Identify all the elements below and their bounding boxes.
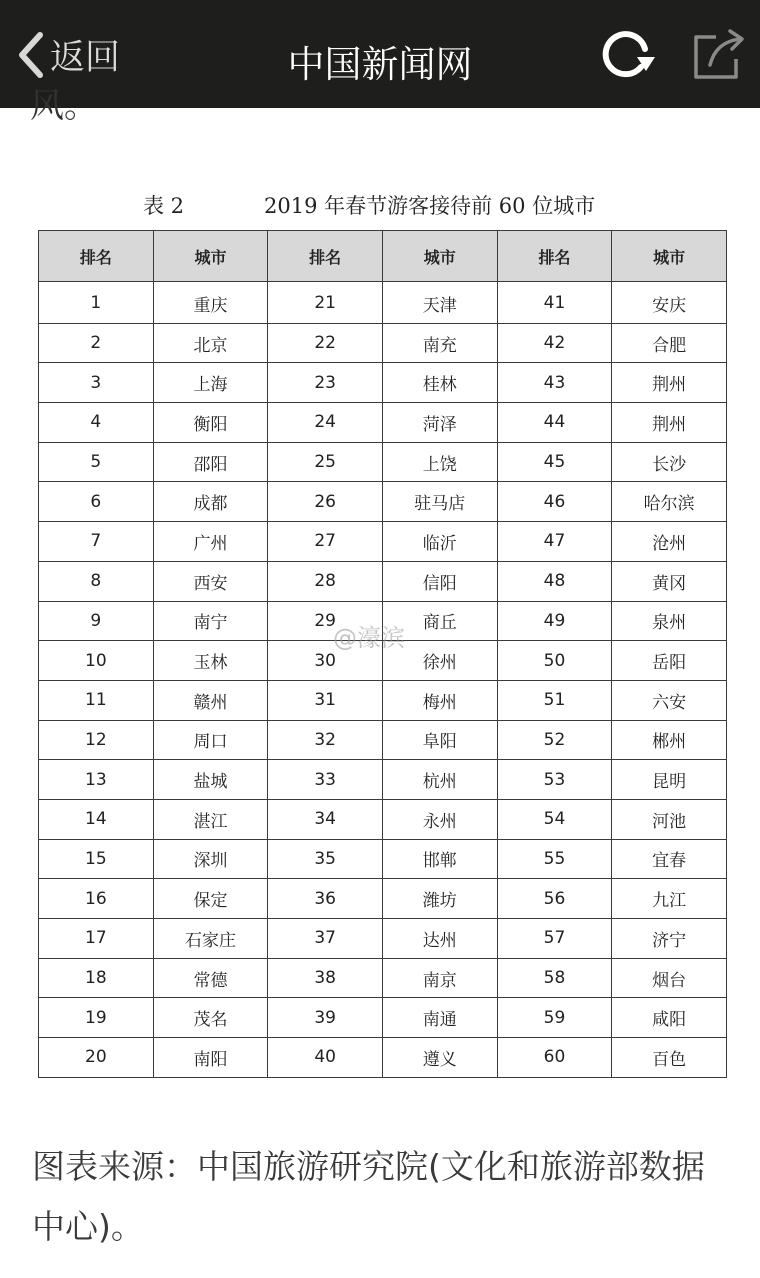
rank-cell: 43 bbox=[497, 363, 612, 403]
rank-cell: 37 bbox=[268, 919, 383, 959]
chevron-left-icon bbox=[14, 31, 48, 79]
rank-cell: 23 bbox=[268, 363, 383, 403]
city-cell: 石家庄 bbox=[153, 919, 268, 959]
rank-cell: 55 bbox=[497, 839, 612, 879]
city-cell: 哈尔滨 bbox=[612, 482, 727, 522]
table-row bbox=[39, 323, 727, 363]
city-cell: 荆州 bbox=[612, 403, 727, 443]
rank-cell: 1 bbox=[39, 282, 154, 324]
table-row bbox=[39, 760, 727, 800]
rank-cell: 27 bbox=[268, 522, 383, 562]
table-row bbox=[39, 442, 727, 482]
city-cell: 邯郸 bbox=[382, 839, 497, 879]
city-cell: 重庆 bbox=[153, 282, 268, 324]
rank-cell: 58 bbox=[497, 958, 612, 998]
city-cell: 桂林 bbox=[382, 363, 497, 403]
article-content bbox=[0, 86, 760, 1278]
city-cell: 常德 bbox=[153, 958, 268, 998]
table-row bbox=[39, 601, 727, 641]
city-cell: 咸阳 bbox=[612, 998, 727, 1038]
table-row bbox=[39, 1038, 727, 1078]
city-cell: 梅州 bbox=[382, 680, 497, 720]
rank-cell: 4 bbox=[39, 403, 154, 443]
watermark: @濠滨 bbox=[333, 624, 405, 652]
rank-cell: 48 bbox=[497, 561, 612, 601]
rank-cell: 47 bbox=[497, 522, 612, 562]
city-cell: 玉林 bbox=[153, 641, 268, 681]
city-cell: 合肥 bbox=[612, 323, 727, 363]
city-cell: 茂名 bbox=[153, 998, 268, 1038]
city-cell: 阜阳 bbox=[382, 720, 497, 760]
table-row bbox=[39, 482, 727, 522]
city-cell: 九江 bbox=[612, 879, 727, 919]
table-row bbox=[39, 561, 727, 601]
rank-cell: 53 bbox=[497, 760, 612, 800]
table-row bbox=[39, 998, 727, 1038]
city-cell: 杭州 bbox=[382, 760, 497, 800]
city-cell: 湛江 bbox=[153, 799, 268, 839]
rank-cell: 49 bbox=[497, 601, 612, 641]
rank-cell: 56 bbox=[497, 879, 612, 919]
city-cell: 济宁 bbox=[612, 919, 727, 959]
table-caption bbox=[0, 190, 760, 220]
city-cell: 沧州 bbox=[612, 522, 727, 562]
rank-cell: 20 bbox=[39, 1038, 154, 1078]
city-cell: 岳阳 bbox=[612, 641, 727, 681]
rank-cell: 17 bbox=[39, 919, 154, 959]
city-cell: 泉州 bbox=[612, 601, 727, 641]
top-navbar bbox=[0, 0, 760, 108]
rank-cell: 40 bbox=[268, 1038, 383, 1078]
rank-cell: 28 bbox=[268, 561, 383, 601]
rank-cell: 46 bbox=[497, 482, 612, 522]
refresh-icon bbox=[593, 27, 657, 83]
city-cell: 潍坊 bbox=[382, 879, 497, 919]
rank-cell: 3 bbox=[39, 363, 154, 403]
source-note: 图表来源：中国旅游研究院(文化和旅游部数据中心)。 bbox=[32, 1147, 705, 1246]
table-row bbox=[39, 680, 727, 720]
city-cell: 南阳 bbox=[153, 1038, 268, 1078]
column-header-rank: 排名 bbox=[39, 231, 154, 282]
refresh-button[interactable] bbox=[593, 27, 657, 83]
city-cell: 南京 bbox=[382, 958, 497, 998]
table-row bbox=[39, 522, 727, 562]
table-row bbox=[39, 958, 727, 998]
table-row bbox=[39, 919, 727, 959]
rank-cell: 59 bbox=[497, 998, 612, 1038]
back-label: 返回 bbox=[50, 38, 121, 78]
column-header-city: 城市 bbox=[612, 231, 727, 282]
rank-cell: 11 bbox=[39, 680, 154, 720]
page-title: 中国新闻网 bbox=[287, 43, 473, 86]
back-button[interactable] bbox=[14, 30, 120, 80]
city-cell: 驻马店 bbox=[382, 482, 497, 522]
share-icon bbox=[688, 27, 748, 83]
share-button[interactable] bbox=[688, 27, 748, 83]
city-cell: 永州 bbox=[382, 799, 497, 839]
city-cell: 北京 bbox=[153, 323, 268, 363]
city-cell: 成都 bbox=[153, 482, 268, 522]
table-row bbox=[39, 799, 727, 839]
rank-cell: 39 bbox=[268, 998, 383, 1038]
rank-cell: 44 bbox=[497, 403, 612, 443]
rank-cell: 35 bbox=[268, 839, 383, 879]
rank-cell: 30 bbox=[268, 641, 383, 681]
rank-cell: 18 bbox=[39, 958, 154, 998]
city-cell: 徐州 bbox=[382, 641, 497, 681]
table-row bbox=[39, 282, 727, 324]
city-cell: 郴州 bbox=[612, 720, 727, 760]
rank-cell: 14 bbox=[39, 799, 154, 839]
city-cell: 邵阳 bbox=[153, 442, 268, 482]
column-header-city: 城市 bbox=[382, 231, 497, 282]
rank-cell: 29 bbox=[268, 601, 383, 641]
rank-cell: 12 bbox=[39, 720, 154, 760]
city-cell: 广州 bbox=[153, 522, 268, 562]
city-cell: 达州 bbox=[382, 919, 497, 959]
city-cell: 西安 bbox=[153, 561, 268, 601]
city-cell: 天津 bbox=[382, 282, 497, 324]
table-row bbox=[39, 879, 727, 919]
table-caption-label: 表 2 bbox=[143, 194, 185, 218]
rank-cell: 8 bbox=[39, 561, 154, 601]
rank-cell: 19 bbox=[39, 998, 154, 1038]
rank-cell: 16 bbox=[39, 879, 154, 919]
city-cell: 南充 bbox=[382, 323, 497, 363]
rank-cell: 5 bbox=[39, 442, 154, 482]
rank-cell: 15 bbox=[39, 839, 154, 879]
city-cell: 黄冈 bbox=[612, 561, 727, 601]
city-cell: 长沙 bbox=[612, 442, 727, 482]
table-row bbox=[39, 403, 727, 443]
rank-cell: 42 bbox=[497, 323, 612, 363]
rank-cell: 10 bbox=[39, 641, 154, 681]
rank-cell: 24 bbox=[268, 403, 383, 443]
rank-cell: 36 bbox=[268, 879, 383, 919]
rank-cell: 52 bbox=[497, 720, 612, 760]
city-cell: 百色 bbox=[612, 1038, 727, 1078]
rank-cell: 54 bbox=[497, 799, 612, 839]
city-cell: 盐城 bbox=[153, 760, 268, 800]
city-cell: 保定 bbox=[153, 879, 268, 919]
previous-paragraph-fragment: 风。 bbox=[30, 86, 98, 126]
city-cell: 荆州 bbox=[612, 363, 727, 403]
table-row bbox=[39, 363, 727, 403]
rank-cell: 38 bbox=[268, 958, 383, 998]
rank-cell: 26 bbox=[268, 482, 383, 522]
column-header-city: 城市 bbox=[153, 231, 268, 282]
city-cell: 上海 bbox=[153, 363, 268, 403]
city-cell: 宜春 bbox=[612, 839, 727, 879]
rank-cell: 13 bbox=[39, 760, 154, 800]
city-ranking-table bbox=[38, 230, 727, 1078]
city-cell: 遵义 bbox=[382, 1038, 497, 1078]
city-cell: 六安 bbox=[612, 680, 727, 720]
rank-cell: 9 bbox=[39, 601, 154, 641]
rank-cell: 33 bbox=[268, 760, 383, 800]
table-row bbox=[39, 839, 727, 879]
rank-cell: 34 bbox=[268, 799, 383, 839]
rank-cell: 60 bbox=[497, 1038, 612, 1078]
table-row bbox=[39, 641, 727, 681]
rank-cell: 31 bbox=[268, 680, 383, 720]
city-cell: 上饶 bbox=[382, 442, 497, 482]
city-cell: 昆明 bbox=[612, 760, 727, 800]
rank-cell: 45 bbox=[497, 442, 612, 482]
city-cell: 深圳 bbox=[153, 839, 268, 879]
city-cell: 临沂 bbox=[382, 522, 497, 562]
table-row bbox=[39, 720, 727, 760]
rank-cell: 50 bbox=[497, 641, 612, 681]
rank-cell: 21 bbox=[268, 282, 383, 324]
rank-cell: 6 bbox=[39, 482, 154, 522]
rank-cell: 51 bbox=[497, 680, 612, 720]
city-cell: 河池 bbox=[612, 799, 727, 839]
rank-cell: 57 bbox=[497, 919, 612, 959]
city-cell: 南宁 bbox=[153, 601, 268, 641]
city-cell: 赣州 bbox=[153, 680, 268, 720]
rank-cell: 41 bbox=[497, 282, 612, 324]
table-header-row bbox=[39, 231, 727, 282]
rank-cell: 25 bbox=[268, 442, 383, 482]
city-cell: 菏泽 bbox=[382, 403, 497, 443]
rank-cell: 2 bbox=[39, 323, 154, 363]
city-cell: 安庆 bbox=[612, 282, 727, 324]
column-header-rank: 排名 bbox=[497, 231, 612, 282]
rank-cell: 22 bbox=[268, 323, 383, 363]
table-caption-title: 2019 年春节游客接待前 60 位城市 bbox=[264, 194, 596, 218]
city-cell: 南通 bbox=[382, 998, 497, 1038]
city-cell: 商丘 bbox=[382, 601, 497, 641]
rank-cell: 32 bbox=[268, 720, 383, 760]
rank-cell: 7 bbox=[39, 522, 154, 562]
city-cell: 衡阳 bbox=[153, 403, 268, 443]
city-cell: 烟台 bbox=[612, 958, 727, 998]
city-cell: 周口 bbox=[153, 720, 268, 760]
column-header-rank: 排名 bbox=[268, 231, 383, 282]
city-cell: 信阳 bbox=[382, 561, 497, 601]
